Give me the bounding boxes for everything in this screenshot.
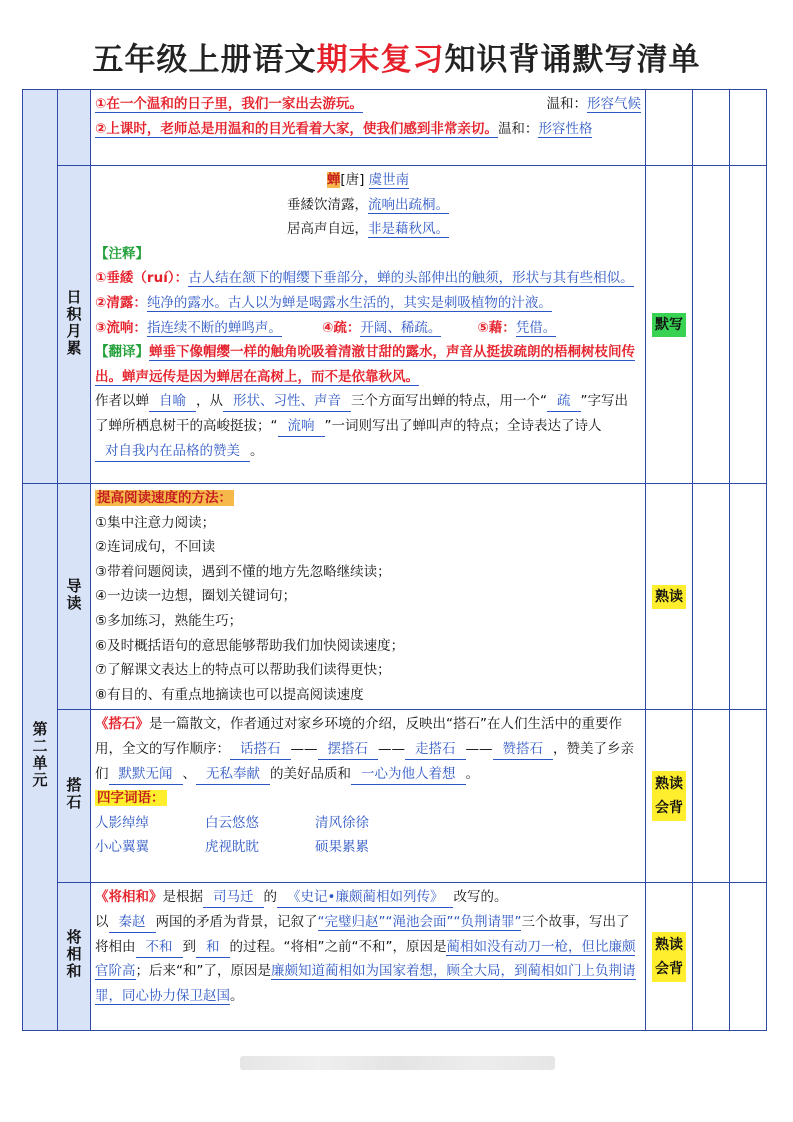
riji-cell: 蝉[唐] 虞世南 垂緌饮清露，流响出疏桐。 居高声自远，非是藉秋风。 【注释】 ①垂緌（ruí）：古人结在颔下的帽缨下垂部分，蝉的头部伸出的触须，形状与其有些相似。 ②清露：纯净的露水。古人以为蝉是喝露水生活的，其实是刺吸植物的汁液。 ③流响：指连续不断的蝉鸣声。 ④疏：开阔、稀疏。 ⑤藉：凭借。 【翻译】蝉垂下像帽缨一样的触角吮吸着清澈甘甜的露水，声音从挺拔疏朗的梧桐树枝间传出。蝉声远传是因为蝉居在高树上，而不是依靠秋风。 作者以蝉 自喻 ，从 形状、习性、声音 三个方面写出蝉的特点，用一个“ 疏 ”字写出了蝉所栖息树干的高峻挺拔；“ 流响 ”一词则写出了蝉叫声的特点；全诗表达了诗人对自我内在品格的赞美 。 — [91, 166, 646, 484]
list-item: ⑦了解课文表达上的特点可以帮助我们读得更快； — [95, 662, 391, 679]
page-title: 五年级上册语文期末复习知识背诵默写清单 — [92, 42, 701, 78]
review-table — [22, 89, 767, 1031]
blurred-watermark — [240, 1056, 555, 1070]
mark-moxie: 默写 — [652, 313, 686, 337]
list-item: ⑥及时概括语句的意思能够帮助我们加快阅读速度； — [95, 637, 405, 654]
list-item: ③带着问题阅读，遇到不懂的地方先忽略继续读； — [95, 563, 391, 580]
section-jiang: 将相和 — [64, 929, 83, 981]
section-daodu: 导读 — [64, 577, 83, 612]
list-item: ②连词成句，不回读 — [95, 539, 216, 556]
wenhe-cell: ①在一个温和的日子里，我们一家出去游玩。 温和：形容气候 ②上课时，老师总是用温和的目光看着大家，使我们感到非常亲切。温和：形容性格 — [91, 90, 646, 166]
list-item: ④一边读一边想，圈划关键词句； — [95, 588, 297, 605]
table-row — [23, 484, 767, 710]
list-item: ⑤多加练习，熟能生巧； — [95, 612, 243, 629]
dashi-cell: 《搭石》是一篇散文，作者通过对家乡环境的介绍，反映出“搭石”在人们生活中的重要作用，全文的写作顺序： 话搭石 —— 摆搭石 —— 走搭石 —— 赞搭石 ，赞美了乡亲们 默默无闻 、 无私奉献 的美好品质和 一心为他人着想 。 四字词语： 人影绰绰 白云悠悠 清风徐徐 小心翼翼 虎视眈眈 硕果累累 — [91, 710, 646, 883]
word-list: 人影绰绰 白云悠悠 清风徐徐 小心翼翼 虎视眈眈 硕果累累 — [95, 814, 369, 856]
title-highlight: 期末复习 — [316, 42, 445, 78]
table-row — [23, 166, 767, 484]
list-item: ⑧有目的、有重点地摘读也可以提高阅读速度 — [95, 686, 364, 703]
jiang-cell: 《将相和》是根据 司马迁 的 《史记•廉颇蔺相如列传》 改写的。 以 秦赵 两国的矛盾为背景，记叙了“完璧归赵”“渑池会面”“负荆请罪”三个故事，写出了将相由 不和 到 和 的过程。“将相”之前“不和”，原因是蔺相如没有动刀一枪，但比廉颇官阶高；后来“和”了，原因是廉颇知道蔺相如为国家着想，顾全大局，到蔺相如门上负荆请罪，同心协力保卫赵国。 — [91, 883, 646, 1031]
table-row — [23, 883, 767, 1031]
mark-shudu: 熟读 — [652, 585, 686, 609]
section-dashi: 搭石 — [64, 777, 83, 812]
table-row — [23, 90, 767, 166]
section-riji: 日积月累 — [64, 288, 83, 357]
mark-shudu-huibei: 熟读 会背 — [652, 932, 686, 982]
table-row — [23, 710, 767, 883]
poem: 蝉[唐] 虞世南 垂緌饮清露，流响出疏桐。 居高声自远，非是藉秋风。 — [287, 172, 449, 238]
unit-label: 第二单元 — [30, 721, 49, 790]
mark-shudu-huibei: 熟读 会背 — [652, 771, 686, 821]
daodu-cell: 提高阅读速度的方法： ①集中注意力阅读； ②连词成句，不回读 ③带着问题阅读，遇到不懂的地方先忽略继续读； ④一边读一边想，圈划关键词句； ⑤多加练习，熟能生巧； ⑥及时概括语句的意思能够帮助我们加快阅读速度； ⑦了解课文表达上的特点可以帮助我们读得更快； ⑧有目的、有重点地摘读也可以提高阅读速度 — [91, 484, 646, 710]
list-item: ①集中注意力阅读； — [95, 514, 216, 531]
